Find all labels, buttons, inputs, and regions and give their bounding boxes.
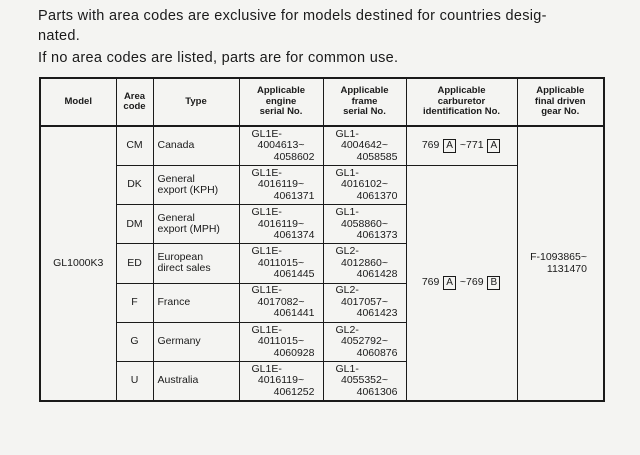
area-code-cell: F <box>116 283 153 322</box>
area-code-cell: DK <box>116 166 153 205</box>
frame-serial-cell: GL2- 4017057~ 4061423 <box>323 283 406 322</box>
engine-serial-cell: GL1E- 4016119~ 4061371 <box>239 166 323 205</box>
engine-serial-cell: GL1E- 4011015~ 4060928 <box>239 322 323 361</box>
carburetor-id-canada: 769 A ~771 A <box>406 126 517 166</box>
table-row <box>40 126 604 166</box>
type-cell: General export (MPH) <box>153 205 239 244</box>
header-carburetor-id: Applicable carburetor identification No. <box>406 78 517 126</box>
frame-serial-cell: GL1- 4016102~ 4061370 <box>323 166 406 205</box>
header-engine-serial: Applicable engine serial No. <box>239 78 323 126</box>
intro-line-1: Parts with area codes are exclusive for models destined for countries desig- nated. <box>38 8 547 44</box>
area-code-cell: ED <box>116 244 153 283</box>
header-final-gear: Applicable final driven gear No. <box>517 78 604 126</box>
engine-serial-cell: GL1E- 4004613~ 4058602 <box>239 126 323 166</box>
engine-serial-cell: GL1E- 4017082~ 4061441 <box>239 283 323 322</box>
carb-box-b: B <box>487 276 500 290</box>
header-type: Type <box>153 78 239 126</box>
header-area-code: Area code <box>116 78 153 126</box>
type-cell: Canada <box>153 126 239 166</box>
engine-serial-cell: GL1E- 4011015~ 4061445 <box>239 244 323 283</box>
frame-serial-cell: GL2- 4052792~ 4060876 <box>323 322 406 361</box>
carb-box-a: A <box>443 276 456 290</box>
frame-serial-cell: GL1- 4058860~ 4061373 <box>323 205 406 244</box>
engine-serial-cell: GL1E- 4016119~ 4061252 <box>239 361 323 401</box>
area-code-cell: U <box>116 361 153 401</box>
intro-line-2: If no area codes are listed, parts are for common use. <box>38 50 399 66</box>
type-cell: European direct sales <box>153 244 239 283</box>
carb-box-a: A <box>443 139 456 153</box>
area-code-cell: G <box>116 322 153 361</box>
type-cell: Australia <box>153 361 239 401</box>
model-cell: GL1000K3 <box>40 126 116 401</box>
carb-box-a: A <box>487 139 500 153</box>
frame-serial-cell: GL1- 4055352~ 4061306 <box>323 361 406 401</box>
header-row <box>40 78 604 126</box>
type-cell: Germany <box>153 322 239 361</box>
type-cell: General export (KPH) <box>153 166 239 205</box>
frame-serial-cell: GL2- 4012860~ 4061428 <box>323 244 406 283</box>
type-cell: France <box>153 283 239 322</box>
frame-serial-cell: GL1- 4004642~ 4058585 <box>323 126 406 166</box>
intro-text <box>38 6 618 68</box>
carburetor-id-others: 769 A ~769 B <box>406 166 517 401</box>
area-code-cell: CM <box>116 126 153 166</box>
header-frame-serial: Applicable frame serial No. <box>323 78 406 126</box>
area-code-cell: DM <box>116 205 153 244</box>
final-gear-cell: F-1093865~ 1131470 <box>517 126 604 401</box>
engine-serial-cell: GL1E- 4016119~ 4061374 <box>239 205 323 244</box>
parts-applicability-table <box>39 77 605 402</box>
header-model: Model <box>40 78 116 126</box>
